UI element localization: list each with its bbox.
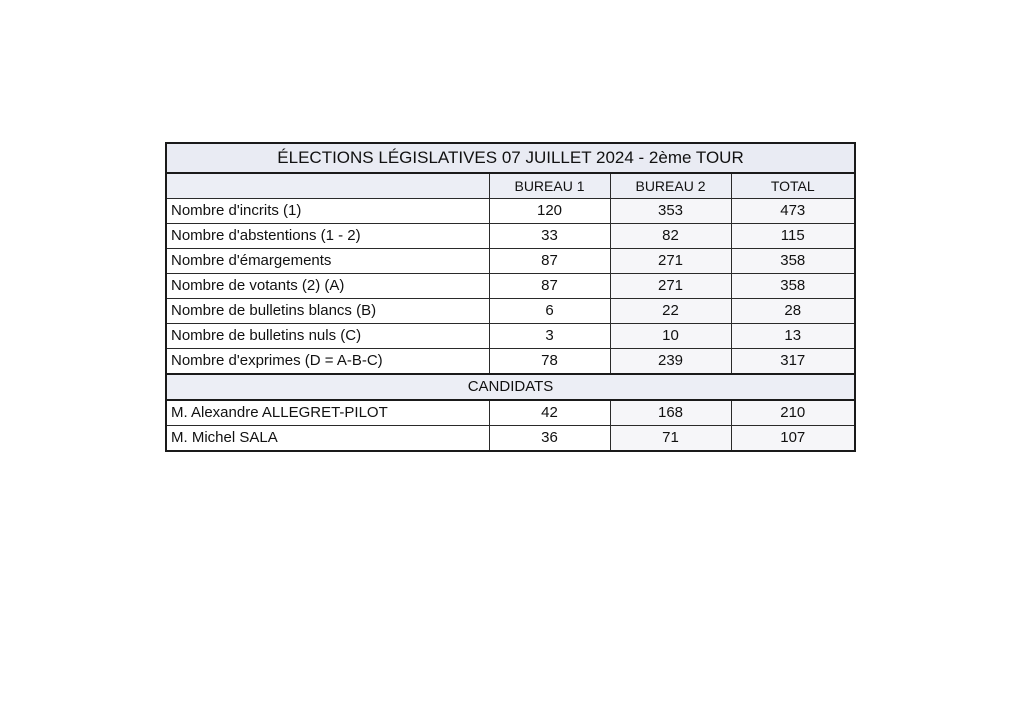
candidate-row: [166, 426, 855, 452]
bureau-2-value: 168: [610, 400, 731, 426]
row-label: Nombre d'abstentions (1 - 2): [166, 224, 489, 249]
candidate-row: [166, 400, 855, 426]
table-row: [166, 299, 855, 324]
bureau-2-value: 10: [610, 324, 731, 349]
total-value: 210: [731, 400, 855, 426]
bureau-2-value: 271: [610, 249, 731, 274]
row-label: Nombre de votants (2) (A): [166, 274, 489, 299]
row-label: Nombre de bulletins blancs (B): [166, 299, 489, 324]
header-total: TOTAL: [731, 173, 855, 199]
candidate-name: M. Alexandre ALLEGRET-PILOT: [166, 400, 489, 426]
bureau-2-value: 82: [610, 224, 731, 249]
table-row: [166, 274, 855, 299]
candidates-section-label: CANDIDATS: [166, 374, 855, 400]
table-row: [166, 324, 855, 349]
header-row: [166, 173, 855, 199]
header-bureau-2: BUREAU 2: [610, 173, 731, 199]
total-value: 13: [731, 324, 855, 349]
total-value: 28: [731, 299, 855, 324]
row-label: Nombre d'incrits (1): [166, 199, 489, 224]
header-bureau-1: BUREAU 1: [489, 173, 610, 199]
bureau-1-value: 42: [489, 400, 610, 426]
bureau-2-value: 71: [610, 426, 731, 452]
bureau-2-value: 22: [610, 299, 731, 324]
total-value: 115: [731, 224, 855, 249]
total-value: 358: [731, 274, 855, 299]
candidate-name: M. Michel SALA: [166, 426, 489, 452]
table-row: [166, 349, 855, 375]
total-value: 317: [731, 349, 855, 375]
total-value: 107: [731, 426, 855, 452]
bureau-1-value: 36: [489, 426, 610, 452]
bureau-1-value: 6: [489, 299, 610, 324]
table-row: [166, 224, 855, 249]
bureau-1-value: 87: [489, 249, 610, 274]
row-label: Nombre de bulletins nuls (C): [166, 324, 489, 349]
bureau-2-value: 353: [610, 199, 731, 224]
election-results-table: [165, 142, 856, 452]
bureau-1-value: 78: [489, 349, 610, 375]
title-row: [166, 143, 855, 173]
table-title: ÉLECTIONS LÉGISLATIVES 07 JUILLET 2024 - 2ème TOUR: [166, 143, 855, 173]
total-value: 358: [731, 249, 855, 274]
row-label: Nombre d'exprimes (D = A-B-C): [166, 349, 489, 375]
table-row: [166, 249, 855, 274]
table-row: [166, 199, 855, 224]
bureau-2-value: 271: [610, 274, 731, 299]
candidates-section-row: [166, 374, 855, 400]
bureau-1-value: 87: [489, 274, 610, 299]
header-blank: [166, 173, 489, 199]
bureau-1-value: 33: [489, 224, 610, 249]
bureau-1-value: 120: [489, 199, 610, 224]
row-label: Nombre d'émargements: [166, 249, 489, 274]
bureau-2-value: 239: [610, 349, 731, 375]
total-value: 473: [731, 199, 855, 224]
bureau-1-value: 3: [489, 324, 610, 349]
